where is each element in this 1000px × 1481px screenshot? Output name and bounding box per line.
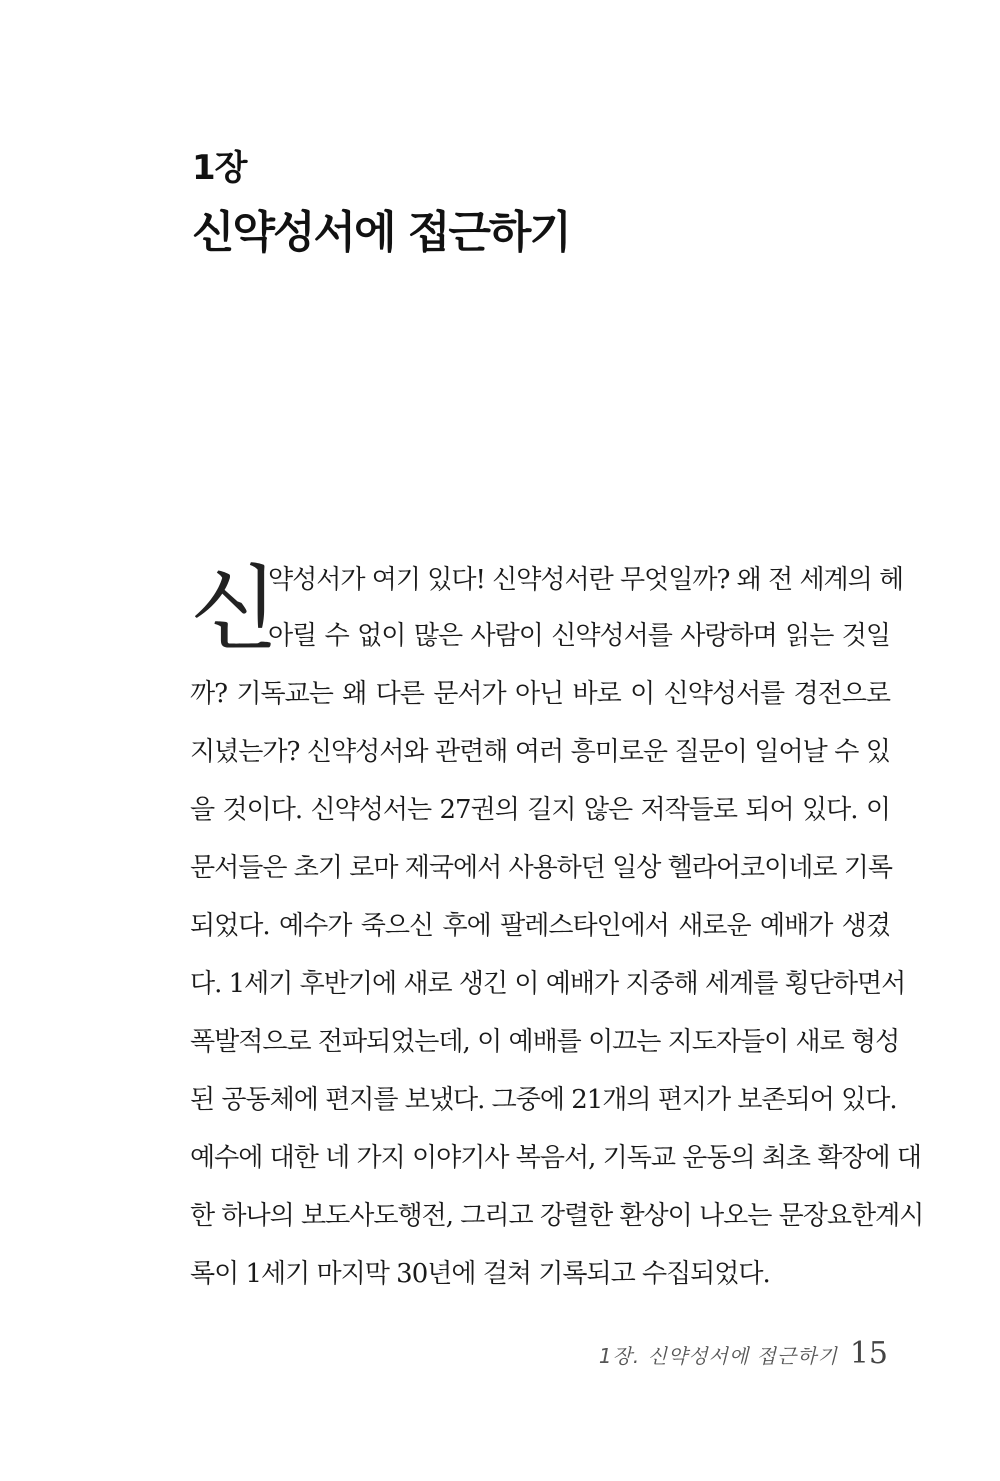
chapter-title: 신약성서에 접근하기 xyxy=(192,207,570,258)
body-line: 록이 1세기 마지막 30년에 걸쳐 기록되고 수집되었다. xyxy=(190,1259,770,1289)
body-line: 된 공동체에 편지를 보냈다. 그중에 21개의 편지가 보존되어 있다. xyxy=(190,1085,897,1115)
body-text xyxy=(190,556,924,1289)
body-line: 아릴 수 없이 많은 사람이 신약성서를 사랑하며 읽는 것일 xyxy=(268,621,890,651)
body-line: 을 것이다. 신약성서는 27권의 길지 않은 저작들로 되어 있다. 이 xyxy=(190,795,890,825)
body-line: 한 하나의 보도사도행전, 그리고 강렬한 환상이 나오는 문장요한계시 xyxy=(190,1201,924,1231)
running-title: 1장. 신약성서에 접근하기 xyxy=(598,1344,838,1368)
body-line: 다. 1세기 후반기에 새로 생긴 이 예배가 지중해 세계를 횡단하면서 xyxy=(190,969,906,999)
body-line: 폭발적으로 전파되었는데, 이 예배를 이끄는 지도자들이 새로 형성 xyxy=(190,1027,900,1057)
body-line: 되었다. 예수가 죽으신 후에 팔레스타인에서 새로운 예배가 생겼 xyxy=(190,911,890,941)
body-line: 까? 기독교는 왜 다른 문서가 아닌 바로 이 신약성서를 경전으로 xyxy=(190,679,890,709)
body-line: 약성서가 여기 있다! 신약성서란 무엇일까? 왜 전 세계의 헤 xyxy=(268,565,904,595)
page-number: 15 xyxy=(849,1336,888,1371)
chapter-number: 1장 xyxy=(192,148,247,188)
page-footer xyxy=(599,1336,888,1371)
body-line: 문서들은 초기 로마 제국에서 사용하던 일상 헬라어코이네로 기록 xyxy=(190,853,892,883)
drop-cap: 신 xyxy=(190,556,279,663)
body-line: 예수에 대한 네 가지 이야기사 복음서, 기독교 운동의 최초 확장에 대 xyxy=(190,1143,922,1173)
body-line: 지녔는가? 신약성서와 관련해 여러 흥미로운 질문이 일어날 수 있 xyxy=(190,737,890,767)
